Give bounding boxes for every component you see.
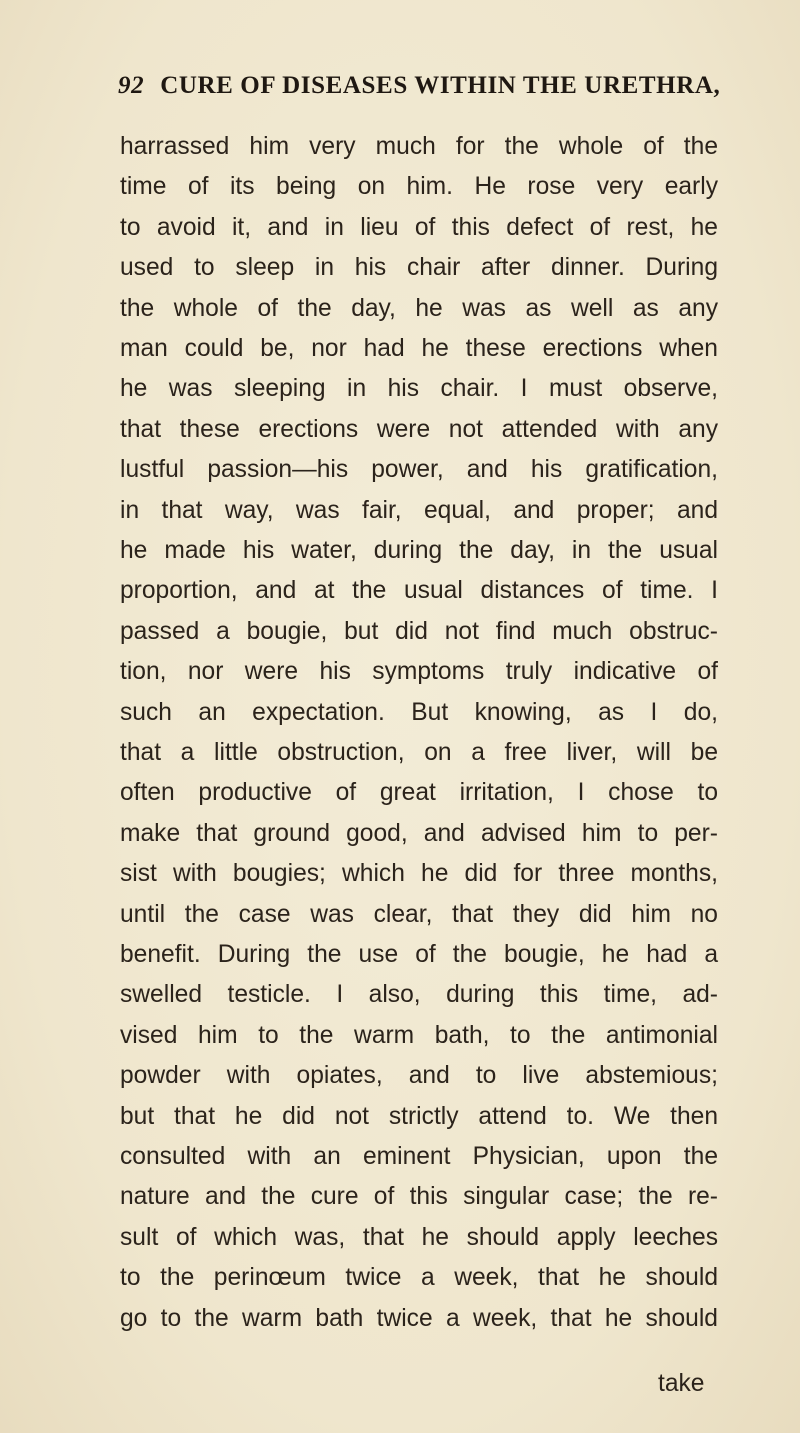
text-line: tion, nor were his symptoms truly indicative of bbox=[120, 658, 718, 686]
text-line: harrassed him very much for the whole of the bbox=[120, 133, 718, 160]
text-line: he made his water, during the day, in the usual bbox=[120, 537, 718, 564]
text-line: sist with bougies; which he did for three months, bbox=[120, 860, 718, 888]
text-line: vised him to the warm bath, to the antimonial bbox=[120, 1021, 718, 1049]
running-head bbox=[118, 72, 758, 100]
text-line: used to sleep in his chair after dinner. During bbox=[120, 254, 718, 282]
text-line: such an expectation. But knowing, as I do, bbox=[120, 698, 718, 726]
text-line: benefit. During the use of the bougie, he had a bbox=[120, 941, 718, 968]
text-line: sult of which was, that he should apply leeches bbox=[120, 1223, 718, 1251]
text-line: the whole of the day, he was as well as any bbox=[120, 294, 718, 322]
text-line: go to the warm bath twice a week, that he should bbox=[120, 1304, 718, 1332]
catchword: take bbox=[658, 1370, 705, 1397]
text-line: until the case was clear, that they did him no bbox=[120, 900, 718, 928]
text-line: that a little obstruction, on a free liver, will be bbox=[120, 739, 718, 766]
text-line: powder with opiates, and to live abstemious; bbox=[120, 1062, 718, 1090]
text-line: nature and the cure of this singular case; the re- bbox=[120, 1183, 718, 1211]
text-line: man could be, nor had he these erections when bbox=[120, 335, 718, 362]
text-line: proportion, and at the usual distances of time. I bbox=[120, 577, 718, 605]
text-line: passed a bougie, but did not find much obstruc- bbox=[120, 617, 718, 645]
page-number: 92 bbox=[118, 72, 145, 99]
text-line: to the perinœum twice a week, that he should bbox=[120, 1264, 718, 1292]
text-line: to avoid it, and in lieu of this defect of rest, he bbox=[120, 213, 718, 241]
text-line: swelled testicle. I also, during this time, ad- bbox=[120, 981, 718, 1009]
text-line: he was sleeping in his chair. I must observe, bbox=[120, 375, 718, 403]
text-line: often productive of great irritation, I chose to bbox=[120, 779, 718, 807]
text-line: that these erections were not attended with any bbox=[120, 415, 718, 443]
text-line: but that he did not strictly attend to. We then bbox=[120, 1102, 718, 1130]
text-line: time of its being on him. He rose very early bbox=[120, 173, 718, 201]
text-line: consulted with an eminent Physician, upon the bbox=[120, 1143, 718, 1170]
text-line: lustful passion—his power, and his gratification, bbox=[120, 456, 718, 484]
text-line: in that way, was fair, equal, and proper; and bbox=[120, 496, 718, 524]
text-line: make that ground good, and advised him to per- bbox=[120, 819, 718, 847]
running-title: CURE OF DISEASES WITHIN THE URETHRA, bbox=[160, 72, 721, 99]
